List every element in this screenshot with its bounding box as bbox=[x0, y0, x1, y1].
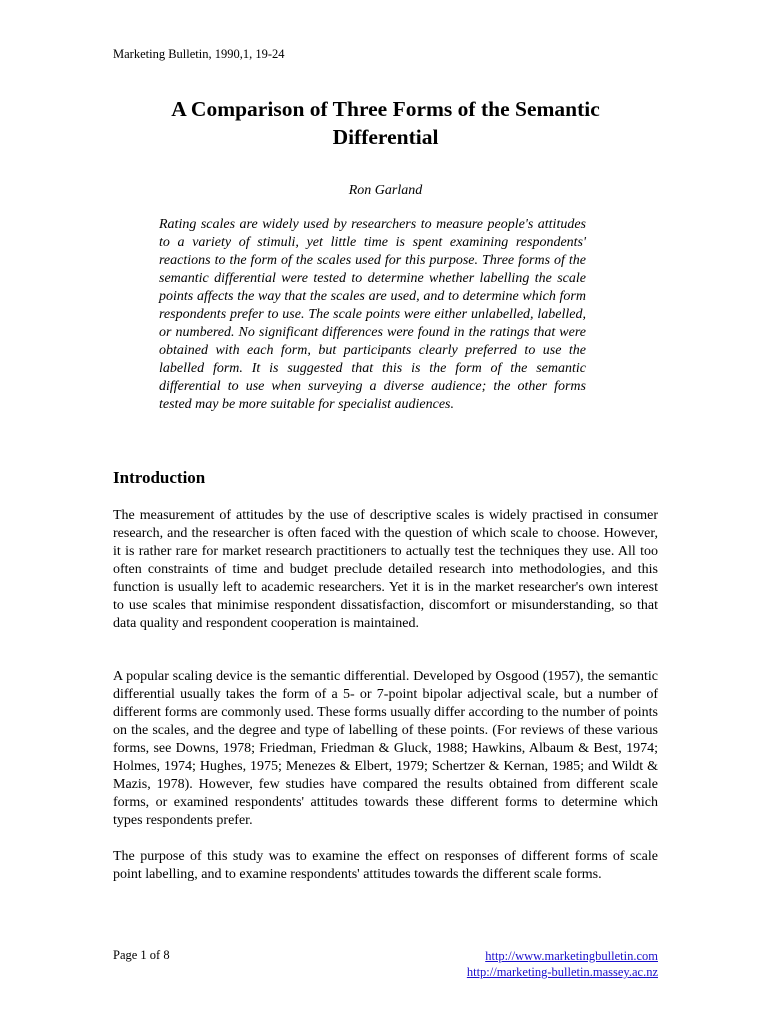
title-line-2: Differential bbox=[332, 125, 439, 149]
intro-paragraph-3: The purpose of this study was to examine the effect on responses of different forms of scale point labelling, and to examine respondents' attitudes towards the different scale forms. bbox=[113, 849, 658, 882]
intro-paragraph-1: The measurement of attitudes by the use of descriptive scales is widely practised in consumer research, and the researcher is often faced with the question of which scale to choose. However, it is rather rare for market research practitioners to actually test the techniques they use. All too often constraints of time and budget preclude detailed research into methodologies, and this function is usually left to academic researchers. Yet it is in the market researcher's own interest to use scales that minimise respondent dissatisfaction, discomfort or misunderstanding, so that data quality and respondent cooperation is maintained. bbox=[113, 508, 658, 631]
marketingbulletin-link[interactable]: http://www.marketingbulletin.com bbox=[485, 949, 658, 963]
running-header: Marketing Bulletin, 1990,1, 19-24 bbox=[113, 47, 285, 61]
author-name: Ron Garland bbox=[348, 183, 423, 198]
intro-paragraph-2: A popular scaling device is the semantic differential. Developed by Osgood (1957), the semantic differential usually takes the form of a 5- or 7-point bipolar adjectival scale, but a number of different forms are commonly used. These forms usually differ according to the number of points on the scales, and the degree and type of labelling of these points. (For reviews of these various forms, see Downs, 1978; Friedman, Friedman & Gluck, 1988; Hawkins, Albaum & Best, 1974; Holmes, 1974; Hughes, 1975; Menezes & Elbert, 1979; Schertzer & Kernan, 1985; and Wildt & Mazis, 1978). However, few studies have compared the results obtained from different scale forms, or examined respondents' attitudes towards these different forms to determine which types respondents prefer. bbox=[113, 669, 658, 828]
paper-title bbox=[113, 95, 658, 151]
abstract: Rating scales are widely used by researchers to measure people's attitudes to a variety of stimuli, yet little time is spent examining respondents' reactions to the form of the scales used for this purpose. Three forms of the semantic differential were tested to determine whether labelling the scale points affects the way that the scales are used, and to determine which form respondents prefer to use. The scale points were either unlabelled, labelled, or numbered. No significant differences were found in the ratings that were obtained with each form, but participants clearly preferred to use the labelled form. It is suggested that this is the form of the semantic differential to use when surveying a diverse audience; the other forms tested may be more suitable for specialist audiences. bbox=[159, 217, 586, 412]
page-number: Page 1 of 8 bbox=[113, 948, 170, 962]
title-line-1: A Comparison of Three Forms of the Semantic bbox=[171, 97, 600, 121]
footer-links bbox=[467, 948, 658, 980]
massey-link[interactable]: http://marketing-bulletin.massey.ac.nz bbox=[466, 965, 658, 979]
section-heading-introduction: Introduction bbox=[113, 468, 206, 487]
